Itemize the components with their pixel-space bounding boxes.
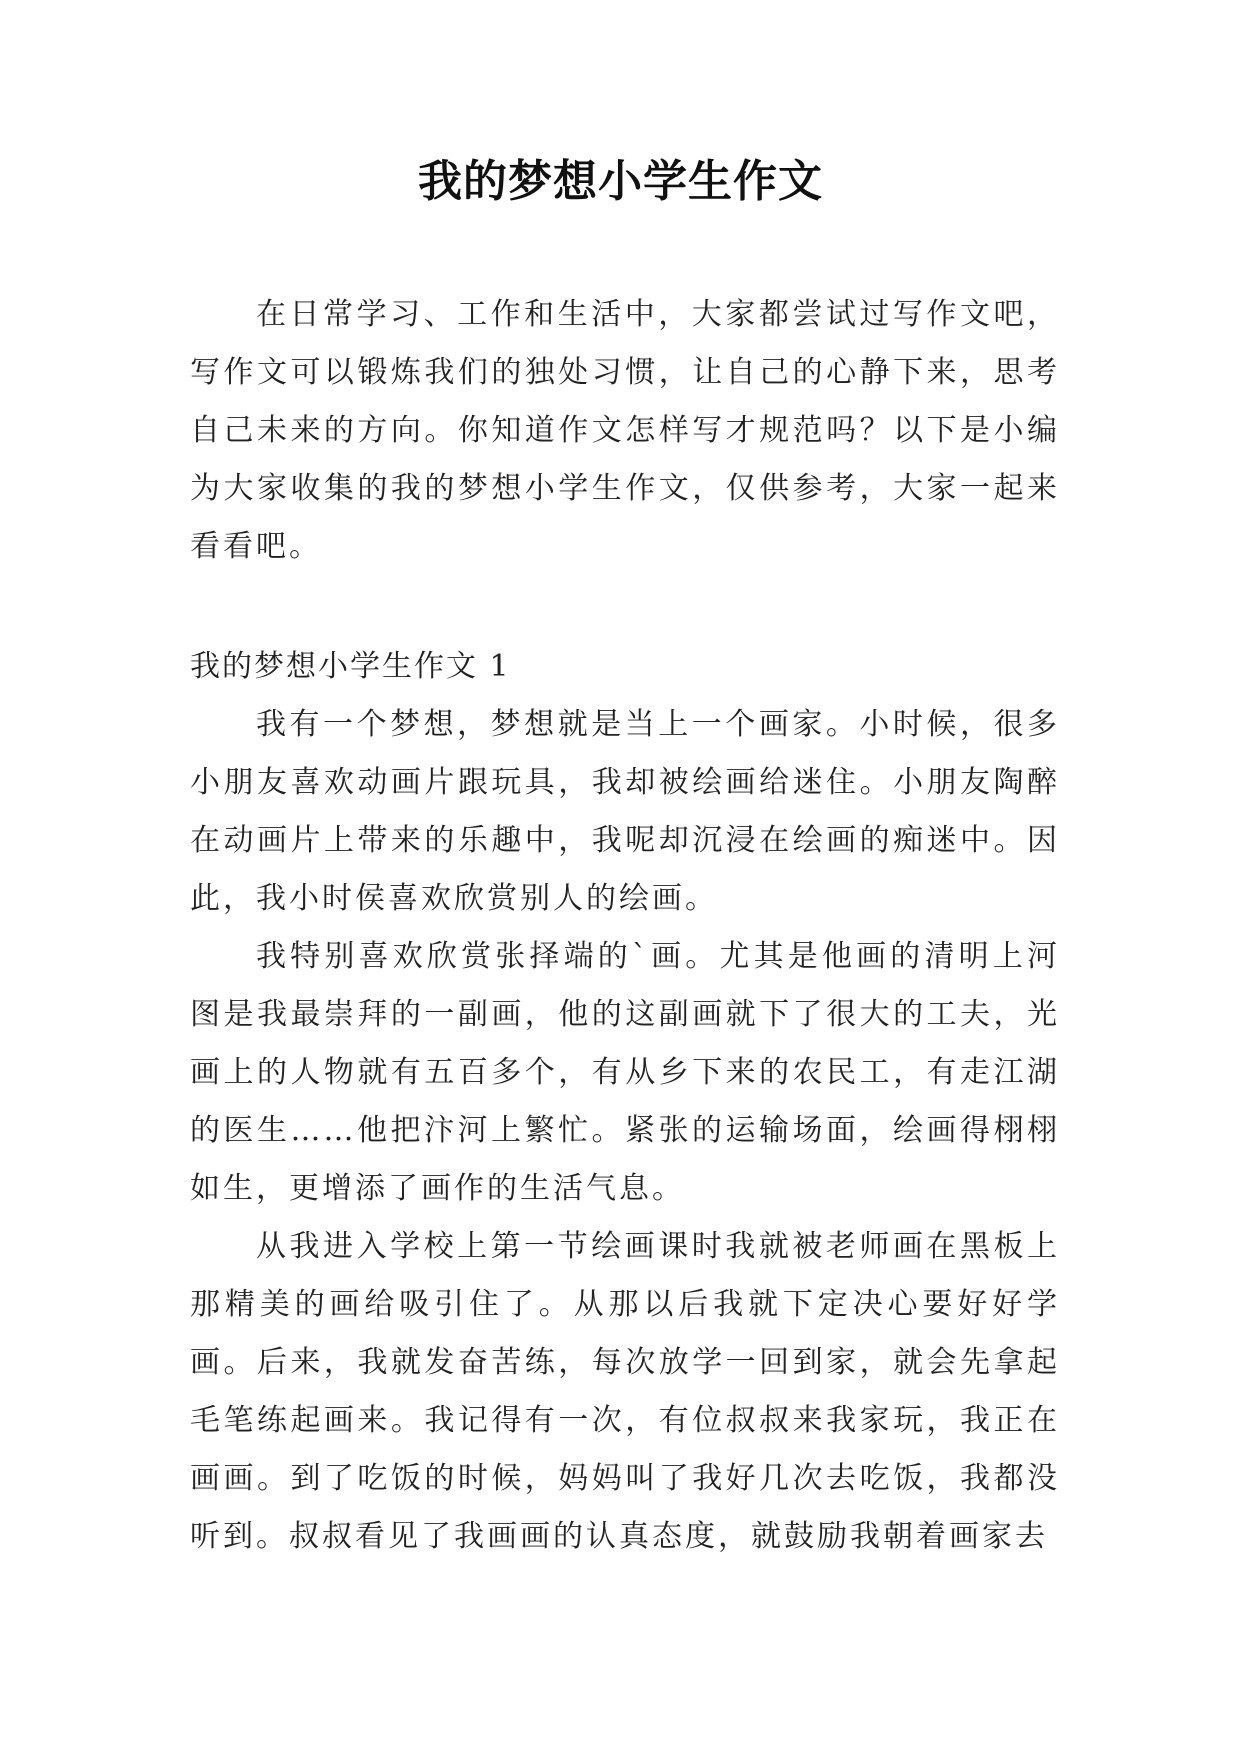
intro-paragraph: 在日常学习、工作和生活中，大家都尝试过写作文吧，写作文可以锻炼我们的独处习惯，让自己的心静下来，思考自己未来的方向。你知道作文怎样写才规范吗？以下是小编为大家收集的我的梦想小学生作文，仅供参考，大家一起来看看吧。 — [190, 297, 1060, 564]
section-heading: 我的梦想小学生作文 1 — [190, 649, 511, 684]
intro-block — [190, 286, 1060, 576]
body-paragraph: 从我进入学校上第一节绘画课时我就被老师画在黑板上那精美的画给吸引住了。从那以后我就下定决心要好好学画。后来，我就发奋苦练，每次放学一回到家，就会先拿起毛笔练起画来。我记得有一次，有位叔叔来我家玩，我正在画画。到了吃饭的时候，妈妈叫了我好几次去吃饭，我都没听到。叔叔看见了我画画的认真态度，就鼓励我朝着画家去 — [190, 1229, 1060, 1554]
section-body — [190, 696, 1060, 1566]
page-title: 我的梦想小学生作文 — [418, 156, 823, 207]
body-paragraph: 我有一个梦想，梦想就是当上一个画家。小时候，很多小朋友喜欢动画片跟玩具，我却被绘画给迷住。小朋友陶醉在动画片上带来的乐趣中，我呢却沉浸在绘画的痴迷中。因此，我小时侯喜欢欣赏别人的绘画。 — [190, 707, 1060, 916]
body-paragraph: 我特别喜欢欣赏张择端的`画。尤其是他画的清明上河图是我最崇拜的一副画，他的这副画就下了很大的工夫，光画上的人物就有五百多个，有从乡下来的农民工，有走江湖的医生……他把汴河上繁忙。紧张的运输场面，绘画得栩栩如生，更增添了画作的生活气息。 — [190, 939, 1060, 1206]
